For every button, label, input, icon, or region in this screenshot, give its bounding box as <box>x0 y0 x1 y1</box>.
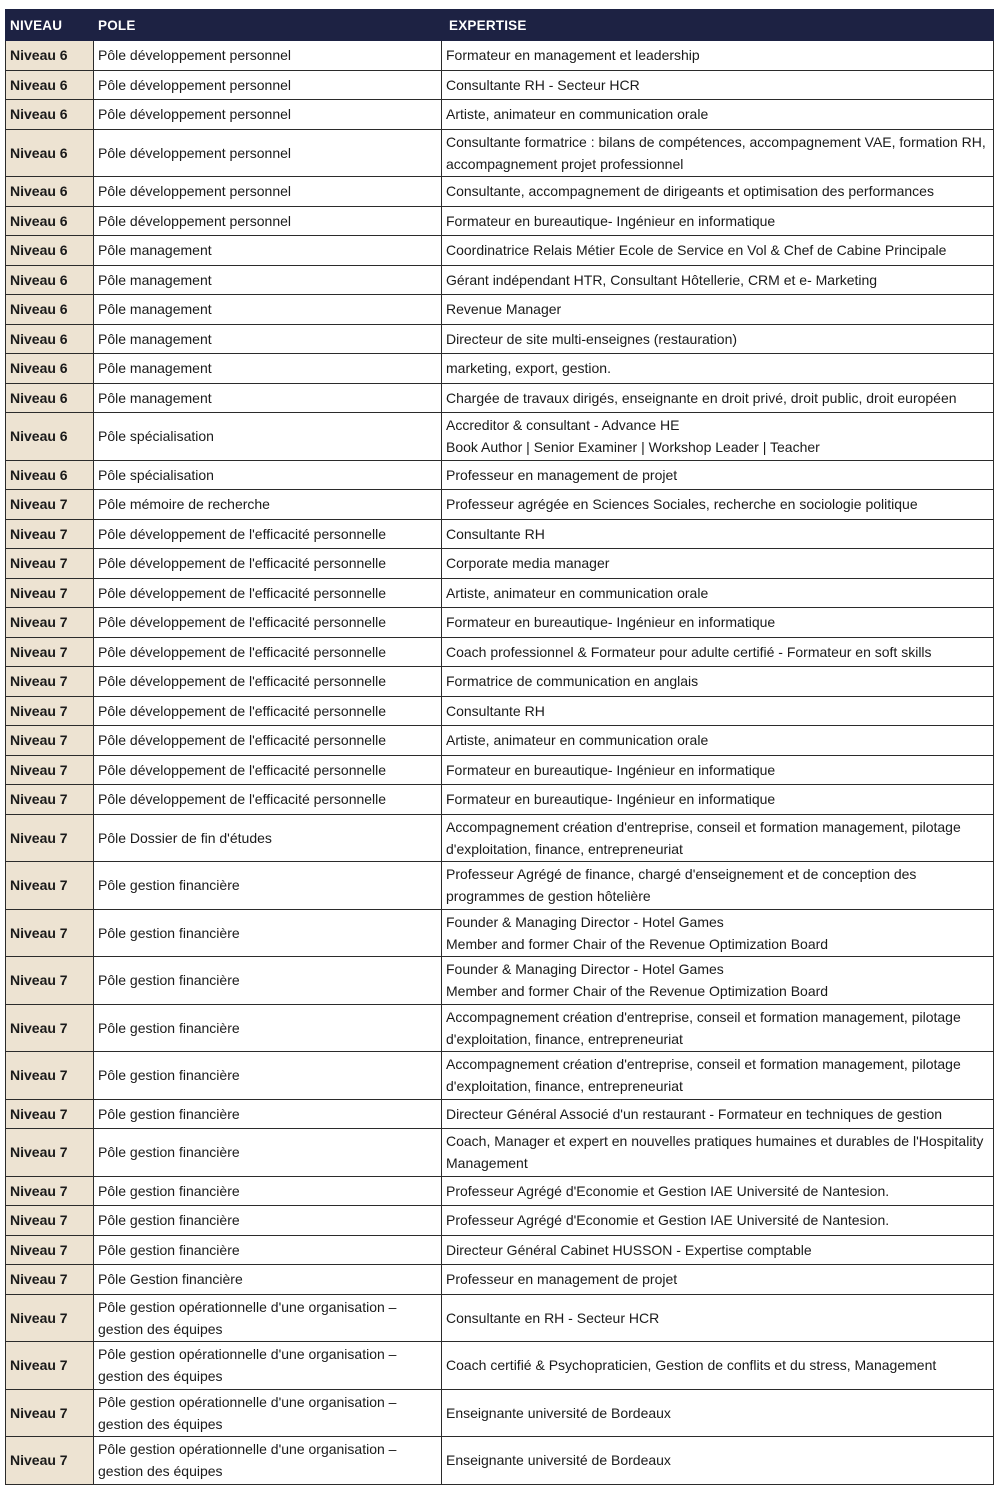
cell-expertise: Professeur en management de projet <box>442 1265 994 1295</box>
cell-niveau: Niveau 6 <box>6 413 94 461</box>
table-row <box>6 129 994 177</box>
table-row <box>6 490 994 520</box>
cell-expertise: Enseignante université de Bordeaux <box>442 1389 994 1437</box>
cell-niveau: Niveau 7 <box>6 1265 94 1295</box>
cell-expertise: Chargée de travaux dirigés, enseignante en droit privé, droit public, droit européen <box>442 383 994 413</box>
cell-niveau: Niveau 7 <box>6 1004 94 1052</box>
cell-niveau: Niveau 7 <box>6 549 94 579</box>
cell-niveau: Niveau 7 <box>6 1235 94 1265</box>
cell-expertise: Formateur en management et leadership <box>442 41 994 71</box>
cell-niveau: Niveau 7 <box>6 696 94 726</box>
cell-pole: Pôle développement de l'efficacité personnelle <box>94 519 442 549</box>
cell-expertise: Directeur Général Cabinet HUSSON - Expertise comptable <box>442 1235 994 1265</box>
cell-pole: Pôle développement de l'efficacité personnelle <box>94 755 442 785</box>
cell-expertise: Formateur en bureautique- Ingénieur en informatique <box>442 755 994 785</box>
table-row <box>6 1052 994 1100</box>
cell-expertise: marketing, export, gestion. <box>442 354 994 384</box>
cell-niveau: Niveau 7 <box>6 1294 94 1342</box>
cell-expertise: Professeur Agrégé de finance, chargé d'enseignement et de conception des programmes de gestion hôtelière <box>442 862 994 910</box>
table-row <box>6 177 994 207</box>
header-expertise: EXPERTISE <box>442 10 994 41</box>
cell-expertise: Formateur en bureautique- Ingénieur en informatique <box>442 206 994 236</box>
expertise-line: Member and former Chair of the Revenue Optimization Board <box>446 983 829 1000</box>
cell-expertise: Gérant indépendant HTR, Consultant Hôtellerie, CRM et e- Marketing <box>442 265 994 295</box>
cell-expertise: Professeur agrégée en Sciences Sociales, recherche en sociologie politique <box>442 490 994 520</box>
table-row <box>6 814 994 862</box>
cell-expertise: Professeur en management de projet <box>442 460 994 490</box>
cell-niveau: Niveau 7 <box>6 1052 94 1100</box>
cell-pole: Pôle management <box>94 324 442 354</box>
cell-expertise: Consultante formatrice : bilans de compétences, accompagnement VAE, formation RH, accompagnement projet professionnel <box>442 129 994 177</box>
cell-niveau: Niveau 6 <box>6 177 94 207</box>
cell-expertise: Formatrice de communication en anglais <box>442 667 994 697</box>
cell-pole: Pôle management <box>94 265 442 295</box>
table-row <box>6 460 994 490</box>
cell-niveau: Niveau 7 <box>6 608 94 638</box>
cell-niveau: Niveau 6 <box>6 460 94 490</box>
cell-expertise: Consultante en RH - Secteur HCR <box>442 1294 994 1342</box>
cell-expertise: Coordinatrice Relais Métier Ecole de Service en Vol & Chef de Cabine Principale <box>442 236 994 266</box>
cell-pole: Pôle spécialisation <box>94 413 442 461</box>
table-row <box>6 1206 994 1236</box>
table-row <box>6 1389 994 1437</box>
cell-pole: Pôle gestion financière <box>94 909 442 957</box>
cell-niveau: Niveau 6 <box>6 206 94 236</box>
expertise-line: Book Author | Senior Examiner | Workshop Leader | Teacher <box>446 439 820 456</box>
table-row <box>6 1265 994 1295</box>
cell-pole: Pôle développement personnel <box>94 129 442 177</box>
cell-expertise: Formateur en bureautique- Ingénieur en informatique <box>442 608 994 638</box>
cell-expertise: Enseignante université de Bordeaux <box>442 1437 994 1485</box>
cell-niveau: Niveau 6 <box>6 383 94 413</box>
cell-niveau: Niveau 7 <box>6 1342 94 1390</box>
table-row <box>6 637 994 667</box>
expertise-line: Founder & Managing Director - Hotel Games <box>446 961 724 978</box>
cell-expertise: Consultante RH <box>442 519 994 549</box>
table-row <box>6 1294 994 1342</box>
table-row <box>6 696 994 726</box>
cell-expertise <box>442 413 994 461</box>
cell-niveau: Niveau 7 <box>6 490 94 520</box>
cell-expertise: Formateur en bureautique- Ingénieur en informatique <box>442 785 994 815</box>
cell-expertise: Consultante RH - Secteur HCR <box>442 70 994 100</box>
cell-expertise: Revenue Manager <box>442 295 994 325</box>
table-row <box>6 608 994 638</box>
cell-niveau: Niveau 7 <box>6 578 94 608</box>
table-row <box>6 1342 994 1390</box>
cell-niveau: Niveau 6 <box>6 41 94 71</box>
table-row <box>6 1176 994 1206</box>
table-row <box>6 236 994 266</box>
cell-pole: Pôle mémoire de recherche <box>94 490 442 520</box>
cell-niveau: Niveau 7 <box>6 637 94 667</box>
cell-pole: Pôle gestion financière <box>94 1206 442 1236</box>
expertise-line: Member and former Chair of the Revenue Optimization Board <box>446 935 829 952</box>
cell-pole: Pôle développement personnel <box>94 100 442 130</box>
cell-pole: Pôle gestion opérationnelle d'une organisation – gestion des équipes <box>94 1437 442 1485</box>
cell-pole: Pôle développement personnel <box>94 70 442 100</box>
cell-expertise <box>442 909 994 957</box>
cell-niveau: Niveau 7 <box>6 785 94 815</box>
cell-expertise: Artiste, animateur en communication orale <box>442 100 994 130</box>
cell-expertise: Coach, Manager et expert en nouvelles pratiques humaines et durables de l'Hospitality Management <box>442 1129 994 1177</box>
cell-pole: Pôle gestion opérationnelle d'une organisation – gestion des équipes <box>94 1342 442 1390</box>
cell-niveau: Niveau 7 <box>6 1206 94 1236</box>
table-header-row <box>6 10 994 41</box>
cell-pole: Pôle Dossier de fin d'études <box>94 814 442 862</box>
cell-pole: Pôle développement de l'efficacité personnelle <box>94 637 442 667</box>
cell-expertise <box>442 957 994 1005</box>
cell-pole: Pôle Gestion financière <box>94 1265 442 1295</box>
cell-pole: Pôle gestion financière <box>94 1004 442 1052</box>
cell-expertise: Accompagnement création d'entreprise, conseil et formation management, pilotage d'exploitation, finance, entrepreneuriat <box>442 1004 994 1052</box>
table-row <box>6 295 994 325</box>
table-row <box>6 70 994 100</box>
experts-table-container <box>5 9 993 1485</box>
cell-niveau: Niveau 7 <box>6 862 94 910</box>
cell-pole: Pôle développement de l'efficacité personnelle <box>94 578 442 608</box>
table-row <box>6 354 994 384</box>
cell-niveau: Niveau 7 <box>6 1099 94 1129</box>
cell-niveau: Niveau 7 <box>6 1129 94 1177</box>
cell-pole: Pôle développement de l'efficacité personnelle <box>94 608 442 638</box>
table-row <box>6 413 994 461</box>
cell-pole: Pôle gestion opérationnelle d'une organisation – gestion des équipes <box>94 1389 442 1437</box>
cell-pole: Pôle management <box>94 383 442 413</box>
cell-niveau: Niveau 6 <box>6 295 94 325</box>
table-row <box>6 578 994 608</box>
cell-pole: Pôle développement de l'efficacité personnelle <box>94 667 442 697</box>
cell-niveau: Niveau 7 <box>6 909 94 957</box>
table-row <box>6 667 994 697</box>
cell-expertise: Consultante, accompagnement de dirigeants et optimisation des performances <box>442 177 994 207</box>
cell-expertise: Consultante RH <box>442 696 994 726</box>
table-row <box>6 1099 994 1129</box>
expertise-line: Accreditor & consultant - Advance HE <box>446 417 680 434</box>
table-body <box>6 41 994 1485</box>
cell-pole: Pôle gestion financière <box>94 1176 442 1206</box>
table-row <box>6 324 994 354</box>
cell-expertise: Accompagnement création d'entreprise, conseil et formation management, pilotage d'exploitation, finance, entrepreneuriat <box>442 1052 994 1100</box>
cell-niveau: Niveau 7 <box>6 957 94 1005</box>
cell-niveau: Niveau 7 <box>6 667 94 697</box>
cell-niveau: Niveau 6 <box>6 70 94 100</box>
table-row <box>6 41 994 71</box>
cell-niveau: Niveau 6 <box>6 324 94 354</box>
cell-niveau: Niveau 6 <box>6 129 94 177</box>
cell-expertise: Professeur Agrégé d'Economie et Gestion IAE Université de Nantesion. <box>442 1206 994 1236</box>
cell-niveau: Niveau 7 <box>6 726 94 756</box>
cell-niveau: Niveau 6 <box>6 265 94 295</box>
table-row <box>6 206 994 236</box>
table-row <box>6 383 994 413</box>
cell-pole: Pôle gestion opérationnelle d'une organisation – gestion des équipes <box>94 1294 442 1342</box>
cell-niveau: Niveau 7 <box>6 1389 94 1437</box>
cell-niveau: Niveau 6 <box>6 100 94 130</box>
cell-pole: Pôle management <box>94 295 442 325</box>
cell-expertise: Artiste, animateur en communication orale <box>442 578 994 608</box>
cell-pole: Pôle gestion financière <box>94 957 442 1005</box>
table-row <box>6 785 994 815</box>
table-row <box>6 549 994 579</box>
cell-pole: Pôle développement de l'efficacité personnelle <box>94 696 442 726</box>
cell-pole: Pôle spécialisation <box>94 460 442 490</box>
table-row <box>6 755 994 785</box>
cell-pole: Pôle gestion financière <box>94 862 442 910</box>
table-row <box>6 1437 994 1485</box>
cell-expertise: Corporate media manager <box>442 549 994 579</box>
cell-pole: Pôle gestion financière <box>94 1235 442 1265</box>
cell-expertise: Coach professionnel & Formateur pour adulte certifié - Formateur en soft skills <box>442 637 994 667</box>
cell-pole: Pôle développement personnel <box>94 206 442 236</box>
table-row <box>6 519 994 549</box>
cell-expertise: Accompagnement création d'entreprise, conseil et formation management, pilotage d'exploitation, finance, entrepreneuriat <box>442 814 994 862</box>
cell-niveau: Niveau 6 <box>6 236 94 266</box>
header-pole: POLE <box>94 10 442 41</box>
table-row <box>6 1235 994 1265</box>
table-row <box>6 957 994 1005</box>
table-row <box>6 726 994 756</box>
cell-pole: Pôle gestion financière <box>94 1099 442 1129</box>
table-row <box>6 1004 994 1052</box>
cell-pole: Pôle développement de l'efficacité personnelle <box>94 785 442 815</box>
cell-expertise: Professeur Agrégé d'Economie et Gestion IAE Université de Nantesion. <box>442 1176 994 1206</box>
table-row <box>6 1129 994 1177</box>
cell-expertise: Directeur de site multi-enseignes (restauration) <box>442 324 994 354</box>
cell-pole: Pôle développement de l'efficacité personnelle <box>94 549 442 579</box>
cell-pole: Pôle développement personnel <box>94 41 442 71</box>
cell-niveau: Niveau 7 <box>6 1437 94 1485</box>
cell-niveau: Niveau 6 <box>6 354 94 384</box>
header-niveau: NIVEAU <box>6 10 94 41</box>
cell-pole: Pôle gestion financière <box>94 1129 442 1177</box>
cell-pole: Pôle management <box>94 236 442 266</box>
cell-niveau: Niveau 7 <box>6 1176 94 1206</box>
cell-expertise: Directeur Général Associé d'un restaurant - Formateur en techniques de gestion <box>442 1099 994 1129</box>
table-row <box>6 909 994 957</box>
experts-table <box>5 9 994 1485</box>
cell-niveau: Niveau 7 <box>6 519 94 549</box>
cell-pole: Pôle développement de l'efficacité personnelle <box>94 726 442 756</box>
cell-niveau: Niveau 7 <box>6 755 94 785</box>
cell-pole: Pôle gestion financière <box>94 1052 442 1100</box>
cell-expertise: Coach certifié & Psychopraticien, Gestion de conflits et du stress, Management <box>442 1342 994 1390</box>
cell-pole: Pôle management <box>94 354 442 384</box>
expertise-line: Founder & Managing Director - Hotel Games <box>446 913 724 930</box>
cell-expertise: Artiste, animateur en communication orale <box>442 726 994 756</box>
table-row <box>6 265 994 295</box>
cell-niveau: Niveau 7 <box>6 814 94 862</box>
table-row <box>6 100 994 130</box>
table-row <box>6 862 994 910</box>
cell-pole: Pôle développement personnel <box>94 177 442 207</box>
